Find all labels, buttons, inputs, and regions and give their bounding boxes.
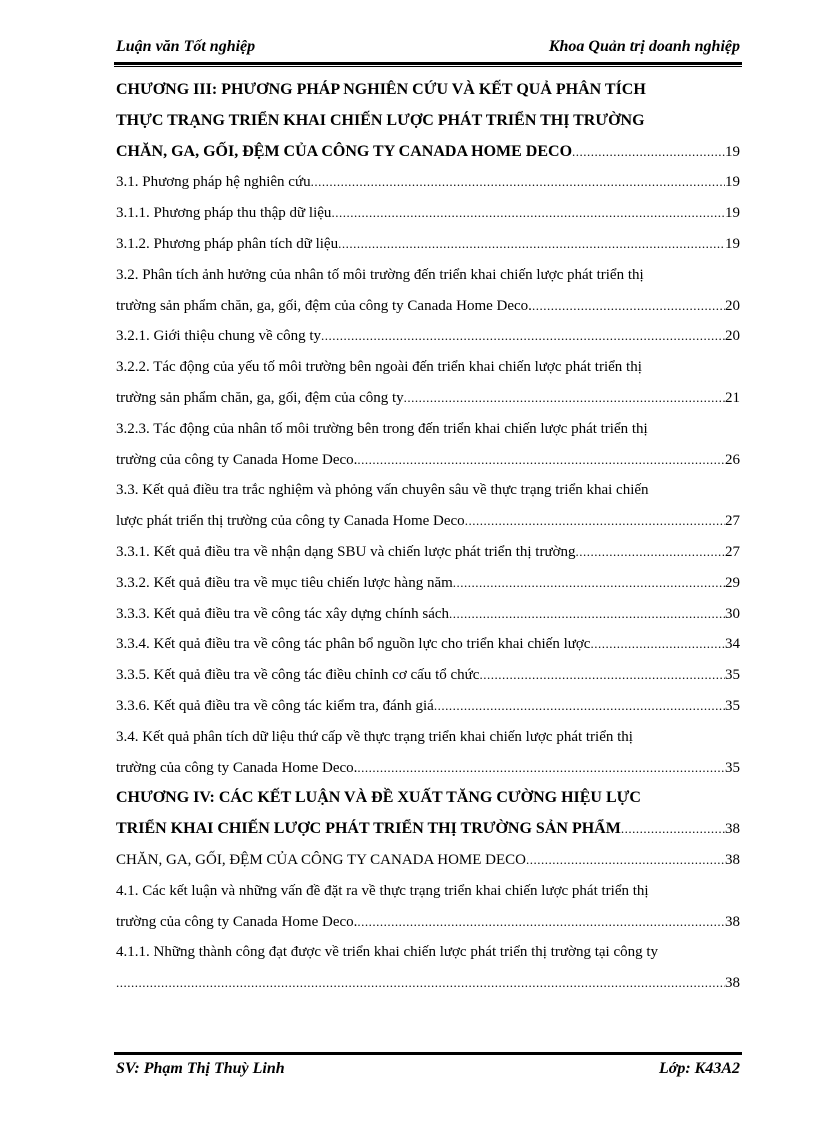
dot-leader <box>434 691 725 722</box>
toc-entry[interactable] <box>116 445 740 476</box>
toc-entry-title: 3.1.2. Phương pháp phân tích dữ liệu <box>116 235 339 252</box>
toc-entry-title: 3.3.4. Kết quả điều tra về công tác phân bổ nguồn lực cho triển khai chiến lược <box>116 636 591 653</box>
dot-leader <box>453 568 725 599</box>
footer-class: Lớp: K43A2 <box>658 1060 740 1077</box>
toc-entry-line[interactable]: 4.1.1. Những thành công đạt được về triển khai chiến lược phát triển thị trường tại công ty <box>116 944 659 961</box>
toc-entry[interactable] <box>116 291 740 322</box>
toc-entry[interactable] <box>116 568 740 599</box>
toc-chapter-heading: CHƯƠNG IV: CÁC KẾT LUẬN VÀ ĐỀ XUẤT TĂNG CƯỜNG HIỆU LỰC <box>116 789 641 807</box>
dot-leader <box>357 445 725 476</box>
toc-page-number: 29 <box>725 574 740 591</box>
toc-entry-title: 3.3.6. Kết quả điều tra về công tác kiểm tra, đánh giá <box>116 697 434 714</box>
dot-leader <box>532 291 725 322</box>
dot-leader <box>526 845 725 876</box>
dot-leader <box>590 629 725 660</box>
toc-entry-title: 3.1.1. Phương pháp thu thập dữ liệu <box>116 205 332 222</box>
toc-entry[interactable] <box>116 167 740 198</box>
footer-student-name: SV: Phạm Thị Thuỳ Linh <box>116 1060 285 1077</box>
toc-entry-title: trường sản phẩm chăn, ga, gối, đệm của công ty Canada Home Deco. <box>116 297 532 314</box>
toc-chapter-heading: CHƯƠNG III: PHƯƠNG PHÁP NGHIÊN CỨU VÀ KẾT QUẢ PHÂN TÍCH <box>116 81 646 98</box>
toc-page-number: 19 <box>725 235 740 252</box>
toc-entry[interactable] <box>116 629 740 660</box>
toc-entry[interactable] <box>116 599 740 630</box>
dot-leader <box>465 506 725 537</box>
toc-chapter-heading: THỰC TRẠNG TRIỂN KHAI CHIẾN LƯỢC PHÁT TRIỂN THỊ TRƯỜNG <box>116 111 645 129</box>
toc-page-number: 27 <box>725 513 740 530</box>
toc-page-number: 35 <box>725 697 740 714</box>
header-left-title: Luận văn Tốt nghiệp <box>116 38 256 55</box>
toc-entry-title: 3.3.1. Kết quả điều tra về nhận dạng SBU và chiến lược phát triển thị trường <box>116 543 576 560</box>
toc-entry-title: trường sản phẩm chăn, ga, gối, đệm của công ty <box>116 389 404 406</box>
dot-leader <box>621 814 725 845</box>
dot-leader <box>357 907 725 938</box>
toc-entry[interactable] <box>116 907 740 938</box>
toc-entry-title: lược phát triển thị trường của công ty Canada Home Deco <box>116 513 465 530</box>
toc-entry-title: trường của công ty Canada Home Deco. <box>116 451 358 468</box>
toc-entry[interactable] <box>116 506 740 537</box>
toc-page-number: 20 <box>725 297 740 314</box>
toc-entry-line[interactable]: 4.1. Các kết luận và những vấn đề đặt ra về thực trạng triển khai chiến lược phát triển thị <box>116 882 649 899</box>
toc-entry-title: 3.3.5. Kết quả điều tra về công tác điều chỉnh cơ cấu tổ chức <box>116 667 480 684</box>
toc-entry-line[interactable]: 3.2.2. Tác động của yếu tố môi trường bên ngoài đến triển khai chiến lược phát triển thị <box>116 359 642 376</box>
dot-leader <box>116 968 725 999</box>
toc-page-number: 38 <box>725 851 740 868</box>
header-right-title: Khoa Quản trị doanh nghiệp <box>548 38 740 55</box>
toc-entry[interactable] <box>116 691 740 722</box>
toc-entry[interactable] <box>116 968 740 999</box>
toc-entry-line[interactable]: 3.2.3. Tác động của nhân tố môi trường bên trong đến triển khai chiến lược phát triển thị <box>116 420 648 437</box>
toc-entry[interactable] <box>116 383 740 414</box>
dot-leader <box>331 198 725 229</box>
dot-leader <box>357 753 725 784</box>
toc-entry[interactable] <box>116 814 740 845</box>
dot-leader <box>321 321 725 352</box>
header-rule <box>114 62 742 67</box>
toc-entry[interactable] <box>116 229 740 260</box>
toc-entry[interactable] <box>116 321 740 352</box>
toc-entry-line[interactable]: 3.2. Phân tích ảnh hưởng của nhân tố môi trường đến triển khai chiến lược phát triển thị <box>116 266 644 283</box>
toc-entry-line[interactable]: 3.3. Kết quả điều tra trắc nghiệm và phỏng vấn chuyên sâu về thực trạng triển khai chiến <box>116 482 649 499</box>
dot-leader <box>479 660 725 691</box>
toc-page-number: 34 <box>725 636 740 653</box>
dot-leader <box>576 537 725 568</box>
toc-entry-line[interactable]: 3.4. Kết quả phân tích dữ liệu thứ cấp về thực trạng triển khai chiến lược phát triển thị <box>116 728 633 745</box>
toc-entry-title: trường của công ty Canada Home Deco. <box>116 913 358 930</box>
toc-entry-title: CHĂN, GA, GỐI, ĐỆM CỦA CÔNG TY CANADA HOME DECO <box>116 851 527 868</box>
dot-leader <box>404 383 725 414</box>
toc-page-number: 21 <box>725 389 740 406</box>
footer-rule <box>114 1052 742 1055</box>
toc-entry[interactable] <box>116 753 740 784</box>
toc-page-number: 38 <box>725 913 740 930</box>
toc-page-number: 27 <box>725 543 740 560</box>
dot-leader <box>338 229 725 260</box>
toc-page-number: 19 <box>725 174 740 191</box>
toc-page-number: 30 <box>725 605 740 622</box>
toc-entry-title: CHĂN, GA, GỐI, ĐỆM CỦA CÔNG TY CANADA HOME DECO <box>116 142 573 160</box>
dot-leader <box>572 137 725 168</box>
toc-entry[interactable] <box>116 198 740 229</box>
toc-page-number: 20 <box>725 328 740 345</box>
toc-page-number: 26 <box>725 451 740 468</box>
toc-entry-title: 3.3.3. Kết quả điều tra về công tác xây dựng chính sách <box>116 605 450 622</box>
dot-leader <box>311 167 725 198</box>
toc-entry-title: 3.1. Phương pháp hệ nghiên cứu <box>116 174 311 191</box>
toc-entry-title: 3.2.1. Giới thiệu chung về công ty <box>116 328 321 345</box>
toc-entry-title: 3.3.2. Kết quả điều tra về mục tiêu chiến lược hàng năm <box>116 574 453 591</box>
toc-entry[interactable] <box>116 137 740 168</box>
table-of-contents <box>116 75 740 999</box>
toc-entry[interactable] <box>116 660 740 691</box>
toc-page-number: 19 <box>725 143 740 160</box>
toc-page-number: 38 <box>725 821 740 838</box>
toc-entry[interactable] <box>116 537 740 568</box>
toc-page-number: 35 <box>725 667 740 684</box>
toc-page-number: 35 <box>725 759 740 776</box>
dot-leader <box>449 599 725 630</box>
toc-page-number: 19 <box>725 205 740 222</box>
toc-page-number: 38 <box>725 975 740 992</box>
toc-entry-title: trường của công ty Canada Home Deco. <box>116 759 358 776</box>
toc-entry-title: TRIỂN KHAI CHIẾN LƯỢC PHÁT TRIỂN THỊ TRƯỜNG SẢN PHẨM <box>116 820 621 838</box>
page-header <box>116 38 740 60</box>
toc-entry[interactable] <box>116 845 740 876</box>
